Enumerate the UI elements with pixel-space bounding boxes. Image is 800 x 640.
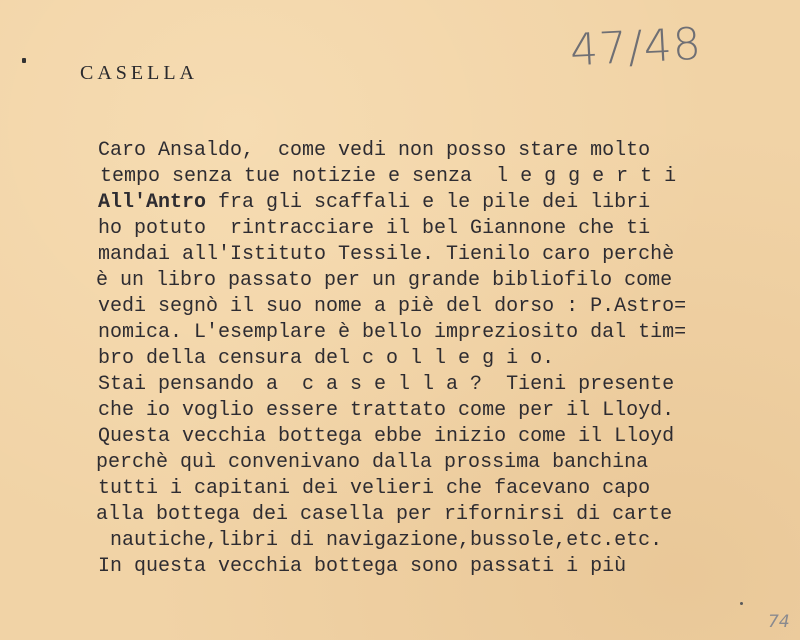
- letter-line: è un libro passato per un grande bibliofilo come: [96, 269, 673, 292]
- letter-line: vedi segnò il suo nome a piè del dorso : P.Astro=: [98, 295, 687, 318]
- letter-line: Questa vecchia bottega ebbe inizio come il Lloyd: [98, 425, 675, 448]
- letter-line: [98, 190, 686, 216]
- letter-line: In questa vecchia bottega sono passati i più: [98, 555, 627, 578]
- page-number: 74: [768, 612, 790, 632]
- letter-line: tempo senza tue notizie e senza l e g g e r t i: [100, 165, 677, 188]
- folio-number: 47/48: [568, 18, 704, 77]
- letter-line: nomica. L'esemplare è bello impreziosito dal tim=: [98, 321, 687, 344]
- emphasis-text: All'Antro: [98, 191, 207, 214]
- letter-line: che io voglio essere trattato come per il Lloyd.: [98, 399, 675, 422]
- letter-line: mandai all'Istituto Tessile. Tienilo caro perchè: [98, 243, 675, 266]
- ink-dot: [740, 602, 743, 605]
- letter-line: alla bottega dei casella per rifornirsi di carte: [96, 503, 673, 526]
- letter-line: Stai pensando a c a s e l l a ? Tieni presente: [98, 373, 675, 396]
- letter-line: Caro Ansaldo, come vedi non posso stare molto: [98, 139, 651, 162]
- letter-line: perchè quì convenivano dalla prossima banchina: [96, 451, 649, 474]
- letter-line: ho potuto rintracciare il bel Giannone che ti: [98, 217, 651, 240]
- line-text: fra gli scaffali e le pile dei libri: [206, 191, 651, 214]
- letter-line: bro della censura del c o l l e g i o.: [98, 347, 555, 370]
- letter-line: tutti i capitani dei velieri che facevano capo: [98, 477, 651, 500]
- letter-line: nautiche,libri di navigazione,bussole,etc.etc.: [110, 529, 663, 552]
- letter-body: [98, 138, 686, 580]
- ink-mark: [22, 58, 26, 63]
- letterhead-title: CASELLA: [80, 62, 198, 84]
